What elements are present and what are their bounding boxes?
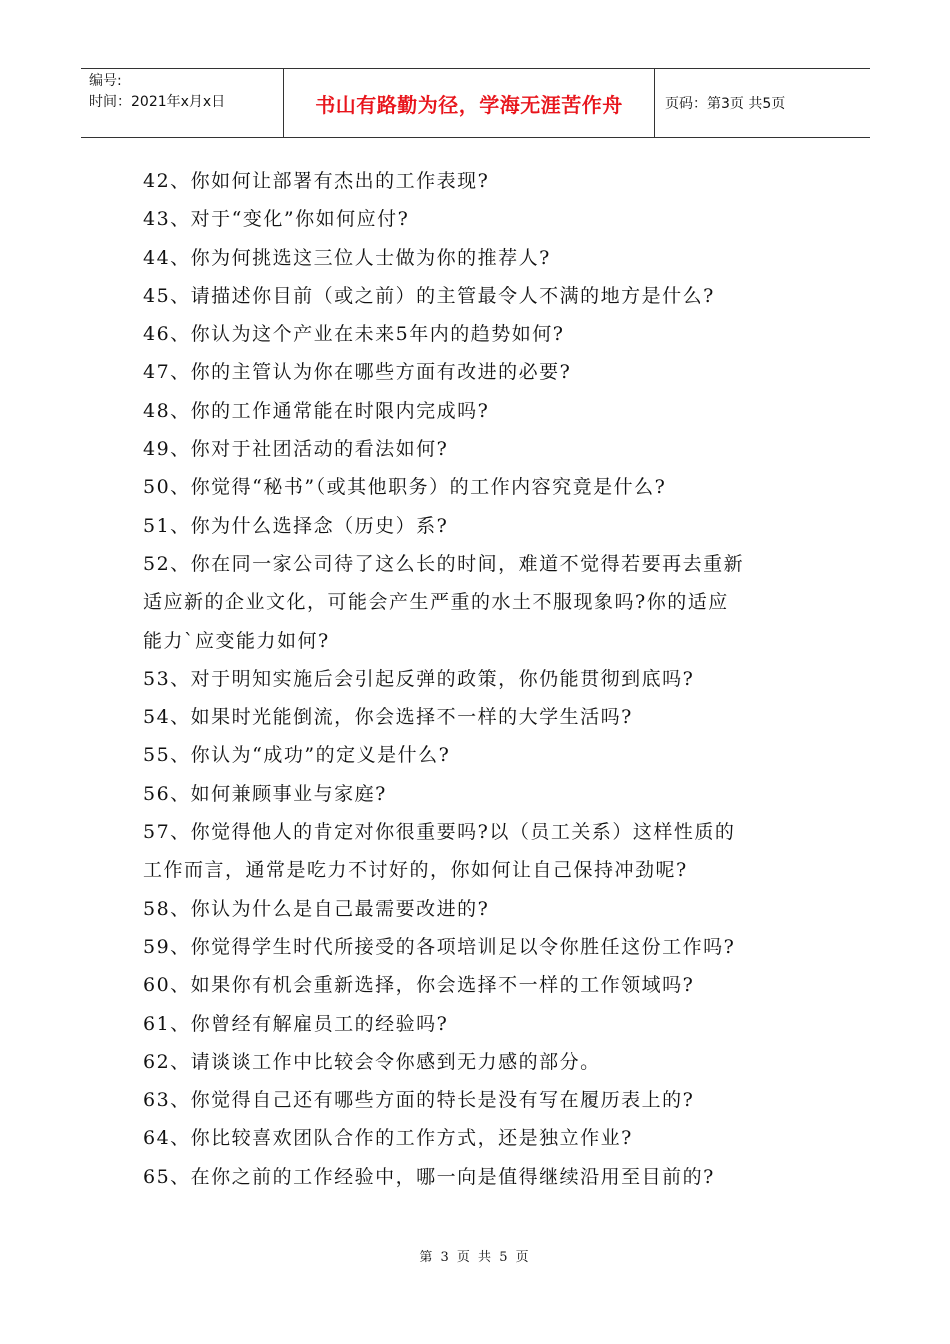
question-57: 57、你觉得他人的肯定对你很重要吗?以（员工关系）这样性质的: [143, 821, 736, 844]
doc-number-label: 编号:: [89, 73, 122, 89]
doc-time-label: 时间：2021年x月x日: [89, 94, 226, 110]
header-page-number: 页码：第3页 共5页: [665, 96, 786, 112]
question-45: 45、请描述你目前（或之前）的主管最令人不满的地方是什么?: [143, 284, 715, 307]
header-motto: 书山有路勤为径，学海无涯苦作舟: [283, 69, 655, 137]
question-44: 44、你为何挑选这三位人士做为你的推荐人?: [143, 246, 551, 269]
question-55: 55、你认为“成功”的定义是什么?: [143, 744, 451, 767]
question-42: 42、你如何让部署有杰出的工作表现?: [143, 170, 490, 192]
question-56: 56、如何兼顾事业与家庭?: [143, 782, 387, 805]
question-64: 64、你比较喜欢团队合作的工作方式，还是独立作业?: [143, 1127, 633, 1150]
question-48: 48、你的工作通常能在时限内完成吗?: [143, 399, 490, 422]
question-60: 60、如果你有机会重新选择，你会选择不一样的工作领域吗?: [143, 974, 695, 997]
question-61: 61、你曾经有解雇员工的经验吗?: [143, 1012, 449, 1035]
question-57-continued: 工作而言，通常是吃力不讨好的，你如何让自己保持冲劲呢?: [143, 859, 688, 882]
question-59: 59、你觉得学生时代所接受的各项培训足以令你胜任这份工作吗?: [143, 935, 736, 958]
question-46: 46、你认为这个产业在未来5年内的趋势如何?: [143, 323, 565, 346]
question-47: 47、你的主管认为你在哪些方面有改进的必要?: [143, 361, 572, 384]
question-52-continued: 适应新的企业文化，可能会产生严重的水土不服现象吗?你的适应: [143, 591, 729, 614]
header-meta: [81, 69, 283, 137]
question-list: [143, 162, 808, 1196]
question-43: 43、对于“变化”你如何应付?: [143, 208, 410, 231]
question-58: 58、你认为什么是自己最需要改进的?: [143, 897, 490, 920]
question-54: 54、如果时光能倒流，你会选择不一样的大学生活吗?: [143, 706, 633, 729]
page-header: [81, 68, 870, 138]
question-49: 49、你对于社团活动的看法如何?: [143, 438, 449, 461]
question-52-continued: 能力`应变能力如何?: [143, 629, 330, 652]
question-52: 52、你在同一家公司待了这么长的时间，难道不觉得若要再去重新: [143, 552, 745, 575]
page-footer: 第 3 页 共 5 页: [419, 1250, 531, 1265]
question-62: 62、请谈谈工作中比较会令你感到无力感的部分。: [143, 1050, 601, 1073]
question-65: 65、在你之前的工作经验中，哪一向是值得继续沿用至目前的?: [143, 1165, 715, 1188]
question-51: 51、你为什么选择念（历史）系?: [143, 514, 449, 537]
question-50: 50、你觉得“秘书”（或其他职务）的工作内容究竟是什么?: [143, 476, 667, 499]
question-53: 53、对于明知实施后会引起反弹的政策，你仍能贯彻到底吗?: [143, 667, 695, 690]
question-63: 63、你觉得自己还有哪些方面的特长是没有写在履历表上的?: [143, 1089, 695, 1112]
